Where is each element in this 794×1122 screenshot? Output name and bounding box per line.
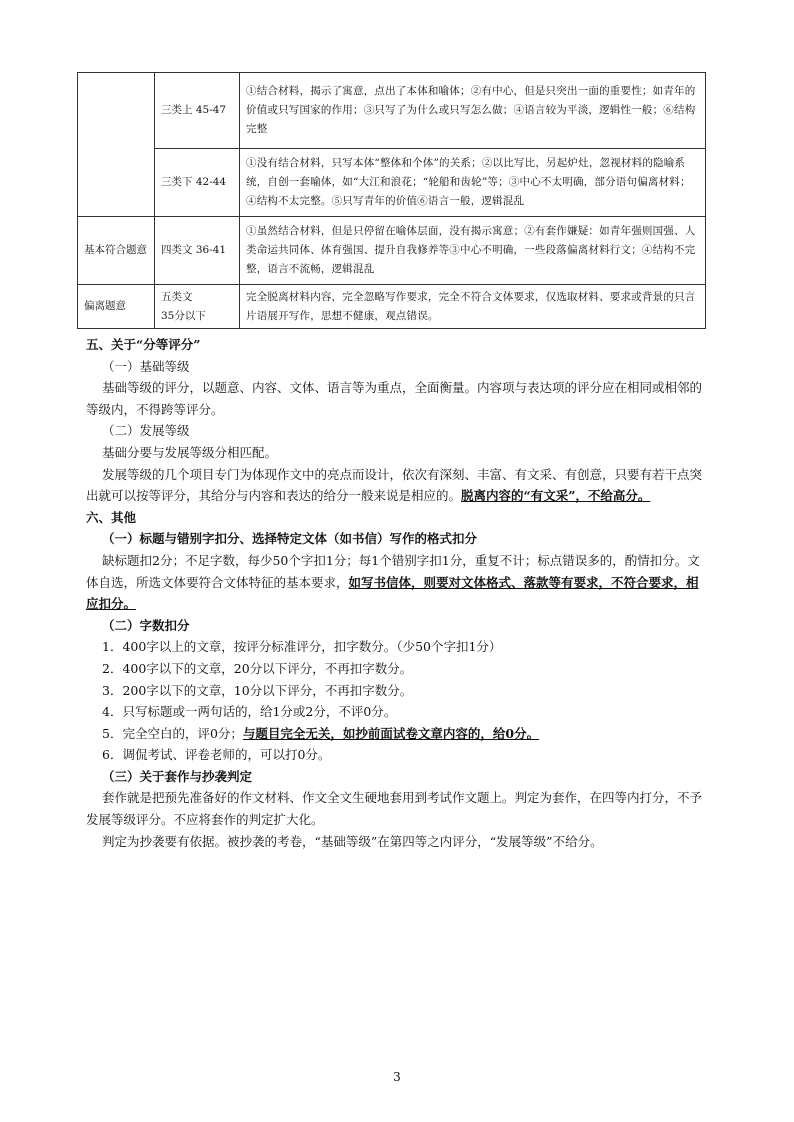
section-heading: 五、关于“分等评分” xyxy=(86,337,201,352)
list-item: 2．400字以下的文章，20分以下评分，不再扣字数分。 xyxy=(102,660,413,676)
grade-cell: 四类文 36-41 xyxy=(155,217,240,285)
grade-cell: 三类下 42-44 xyxy=(155,149,240,217)
subsection-heading: （一）基础等级 xyxy=(102,358,190,374)
grade-label: 五类文 xyxy=(161,290,193,303)
emphasized-text: 与题目完全无关，如抄前面试卷文章内容的，给0分。 xyxy=(242,725,540,741)
category-cell: 基本符合题意 xyxy=(78,217,155,285)
list-item xyxy=(86,723,708,745)
description-cell: ①没有结合材料，只写本体“整体和个体”的关系；②以比写比，另起炉灶，忽视材料的隐喻系统，自创一套喻体，如“大江和浪花；“轮船和齿轮”等；③中心不太明确，部分语句偏离材料；④结构不太完整。⑤只写青年的价值⑥语言一般，逻辑混乱 xyxy=(240,149,706,217)
paragraph: 基础等级的评分，以题意、内容、文体、语言等为重点，全面衡量。内容项与表达项的评分应在相同或相邻的等级内，不得跨等评分。 xyxy=(86,380,703,417)
grade-cell xyxy=(155,285,240,329)
list-item: 4．只写标题或一两句话的，给1分或2分，不评0分。 xyxy=(102,704,397,720)
description-cell: ①虽然结合材料，但是只停留在喻体层面，没有揭示寓意；②有套作嫌疑：如青年强则国强、人类命运共同体、体育强国、提升自我修养等③中心不明确，一些段落偏离材料行文；④结构不完整，语言不流畅，逻辑混乱 xyxy=(240,217,706,285)
table-row xyxy=(78,73,706,149)
grade-score-range: 35分以下 xyxy=(161,309,206,322)
paragraph xyxy=(86,464,708,507)
section-heading: 六、其他 xyxy=(86,509,137,525)
subsection-heading: （二）发展等级 xyxy=(102,423,190,439)
subsection-heading: （二）字数扣分 xyxy=(102,617,190,633)
grade-cell: 三类上 45-47 xyxy=(155,73,240,149)
subsection-heading: （三）关于套作与抄袭判定 xyxy=(102,768,253,784)
category-cell xyxy=(78,73,155,217)
paragraph: 基础分要与发展等级分相匹配。 xyxy=(102,444,278,460)
table-row xyxy=(78,149,706,217)
description-cell: ①结合材料，揭示了寓意，点出了本体和喻体；②有中心，但是只突出一面的重要性；如青年的价值或只写国家的作用；③只写了为什么或只写怎么做；④语言较为平淡，逻辑性一般；⑥结构完整 xyxy=(240,73,706,149)
paragraph xyxy=(86,550,708,615)
list-item: 3．200字以下的文章，10分以下评分，不再扣字数分。 xyxy=(102,682,413,698)
description-cell: 完全脱离材料内容，完全忽略写作要求，完全不符合文体要求，仅选取材料、要求或背景的只言片语展开写作，思想不健康，观点错误。 xyxy=(240,285,706,329)
subsection-heading: （一）标题与错别字扣分、选择特定文体（如书信）写作的格式扣分 xyxy=(102,531,478,547)
paragraph: 判定为抄袭要有依据。被抄袭的考卷，“基础等级”在第四等之内评分，“发展等级”不给分。 xyxy=(102,833,603,849)
category-cell: 偏离题意 xyxy=(78,285,155,329)
emphasized-text: 如写书信体，则要对文体格式、落款等有要求，不符合要求，相应扣分。 xyxy=(86,574,699,612)
grading-table xyxy=(77,72,706,329)
list-item: 6．调侃考试、评卷老师的，可以打0分。 xyxy=(102,747,331,763)
emphasized-text: 脱离内容的“有文采”，不给高分。 xyxy=(461,488,651,504)
paragraph: 套作就是把预先准备好的作文材料、作文全文生硬地套用到考试作文题上。判定为套作，在四等内打分，不予发展等级评分。不应将套作的判定扩大化。 xyxy=(86,790,703,828)
document-body xyxy=(86,334,708,852)
page-number: 3 xyxy=(393,1070,401,1084)
list-item: 1．400字以上的文章，按评分标准评分，扣字数分。（少50个字扣1分） xyxy=(102,639,502,655)
list-item-text: 5．完全空白的，评0分； xyxy=(102,725,243,741)
table-row xyxy=(78,285,706,329)
table-row xyxy=(78,217,706,285)
paragraph-text: 发展等级的几个项目专门为体现作文中的亮点而设计，依次有深刻、丰富、有文采、有创意，只要有若干点突出就可以按等评分，其给分与内容和表达的给分一般来说是相应的。 xyxy=(86,466,703,504)
paragraph-text: 缺标题扣2分；不足字数，每少50个字扣1分；每1个错别字扣1分，重复不计；标点错误多的，酌情扣分。文体自选，所选文体要符合文体特征的基本要求， xyxy=(86,552,700,590)
